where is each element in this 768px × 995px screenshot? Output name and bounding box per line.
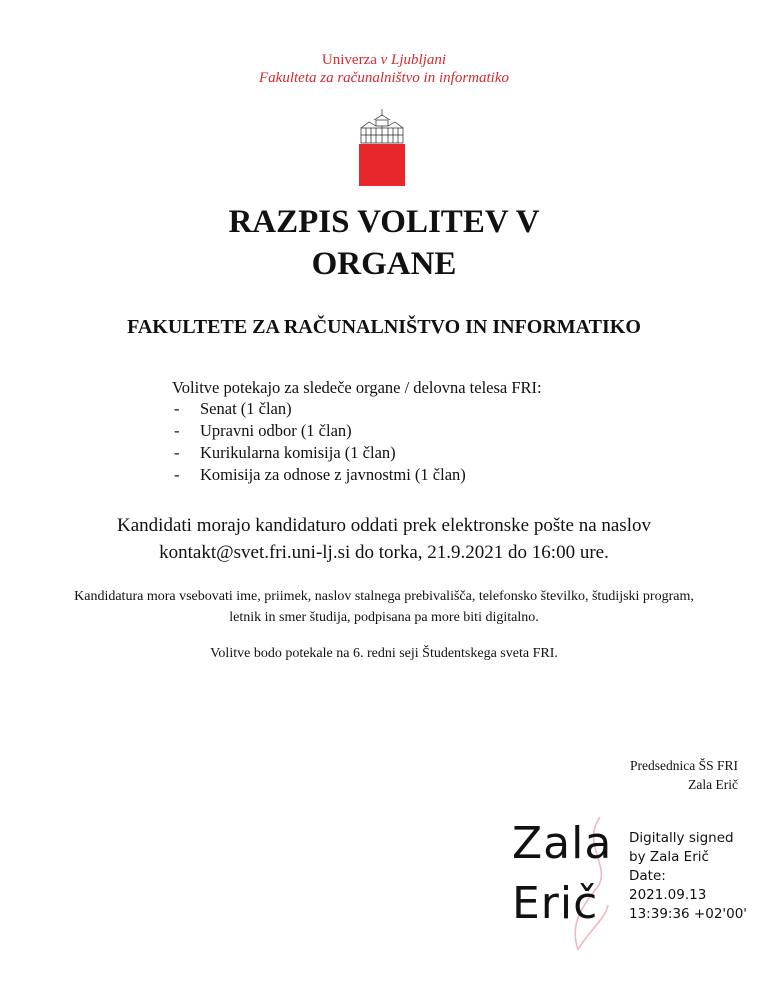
signatory-name: Zala Erič (688, 777, 738, 792)
submission-deadline: Kandidati morajo kandidaturo oddati prek elektronske pošte na naslov kontakt@svet.fri.uni-lj.si do torka, 21.9.2021 do 16:00 ure. (117, 515, 651, 563)
list-item: - Kurikularna komisija (1 član) (172, 442, 466, 464)
organs-list (172, 398, 466, 486)
signatory-role: Predsednica ŠS FRI (630, 758, 738, 773)
university-name: Univerza v Ljubljani (321, 52, 447, 68)
list-item: - Komisija za odnose z javnostmi (1 član) (172, 464, 466, 486)
signatory-block (630, 756, 738, 794)
digital-signature-details: Digitally signed by Zala Erič Date: 2021.09.13 13:39:36 +02'00' (629, 830, 748, 922)
session-info: Volitve bodo potekale na 6. redni seji Študentskega sveta FRI. (210, 646, 558, 661)
document-title: RAZPIS VOLITEV V ORGANE (228, 204, 540, 282)
list-item: - Upravni odbor (1 član) (172, 420, 466, 442)
faculty-name: Fakulteta za računalništvo in informatiko (259, 70, 509, 86)
document-subtitle: FAKULTETE ZA RAČUNALNIŠTVO IN INFORMATIKO (127, 316, 641, 338)
digital-signature-name: Zala Erič (512, 818, 613, 929)
organs-intro: Volitve potekajo za sledeče organe / delovna telesa FRI: (172, 378, 542, 397)
university-logo-icon (359, 108, 405, 186)
candidacy-requirements: Kandidatura mora vsebovati ime, priimek, naslov stalnega prebivališča, telefonsko številko, študijski program, letnik in smer študija, podpisana pa more biti digitalno. (74, 589, 694, 625)
list-item: - Senat (1 član) (172, 398, 466, 420)
